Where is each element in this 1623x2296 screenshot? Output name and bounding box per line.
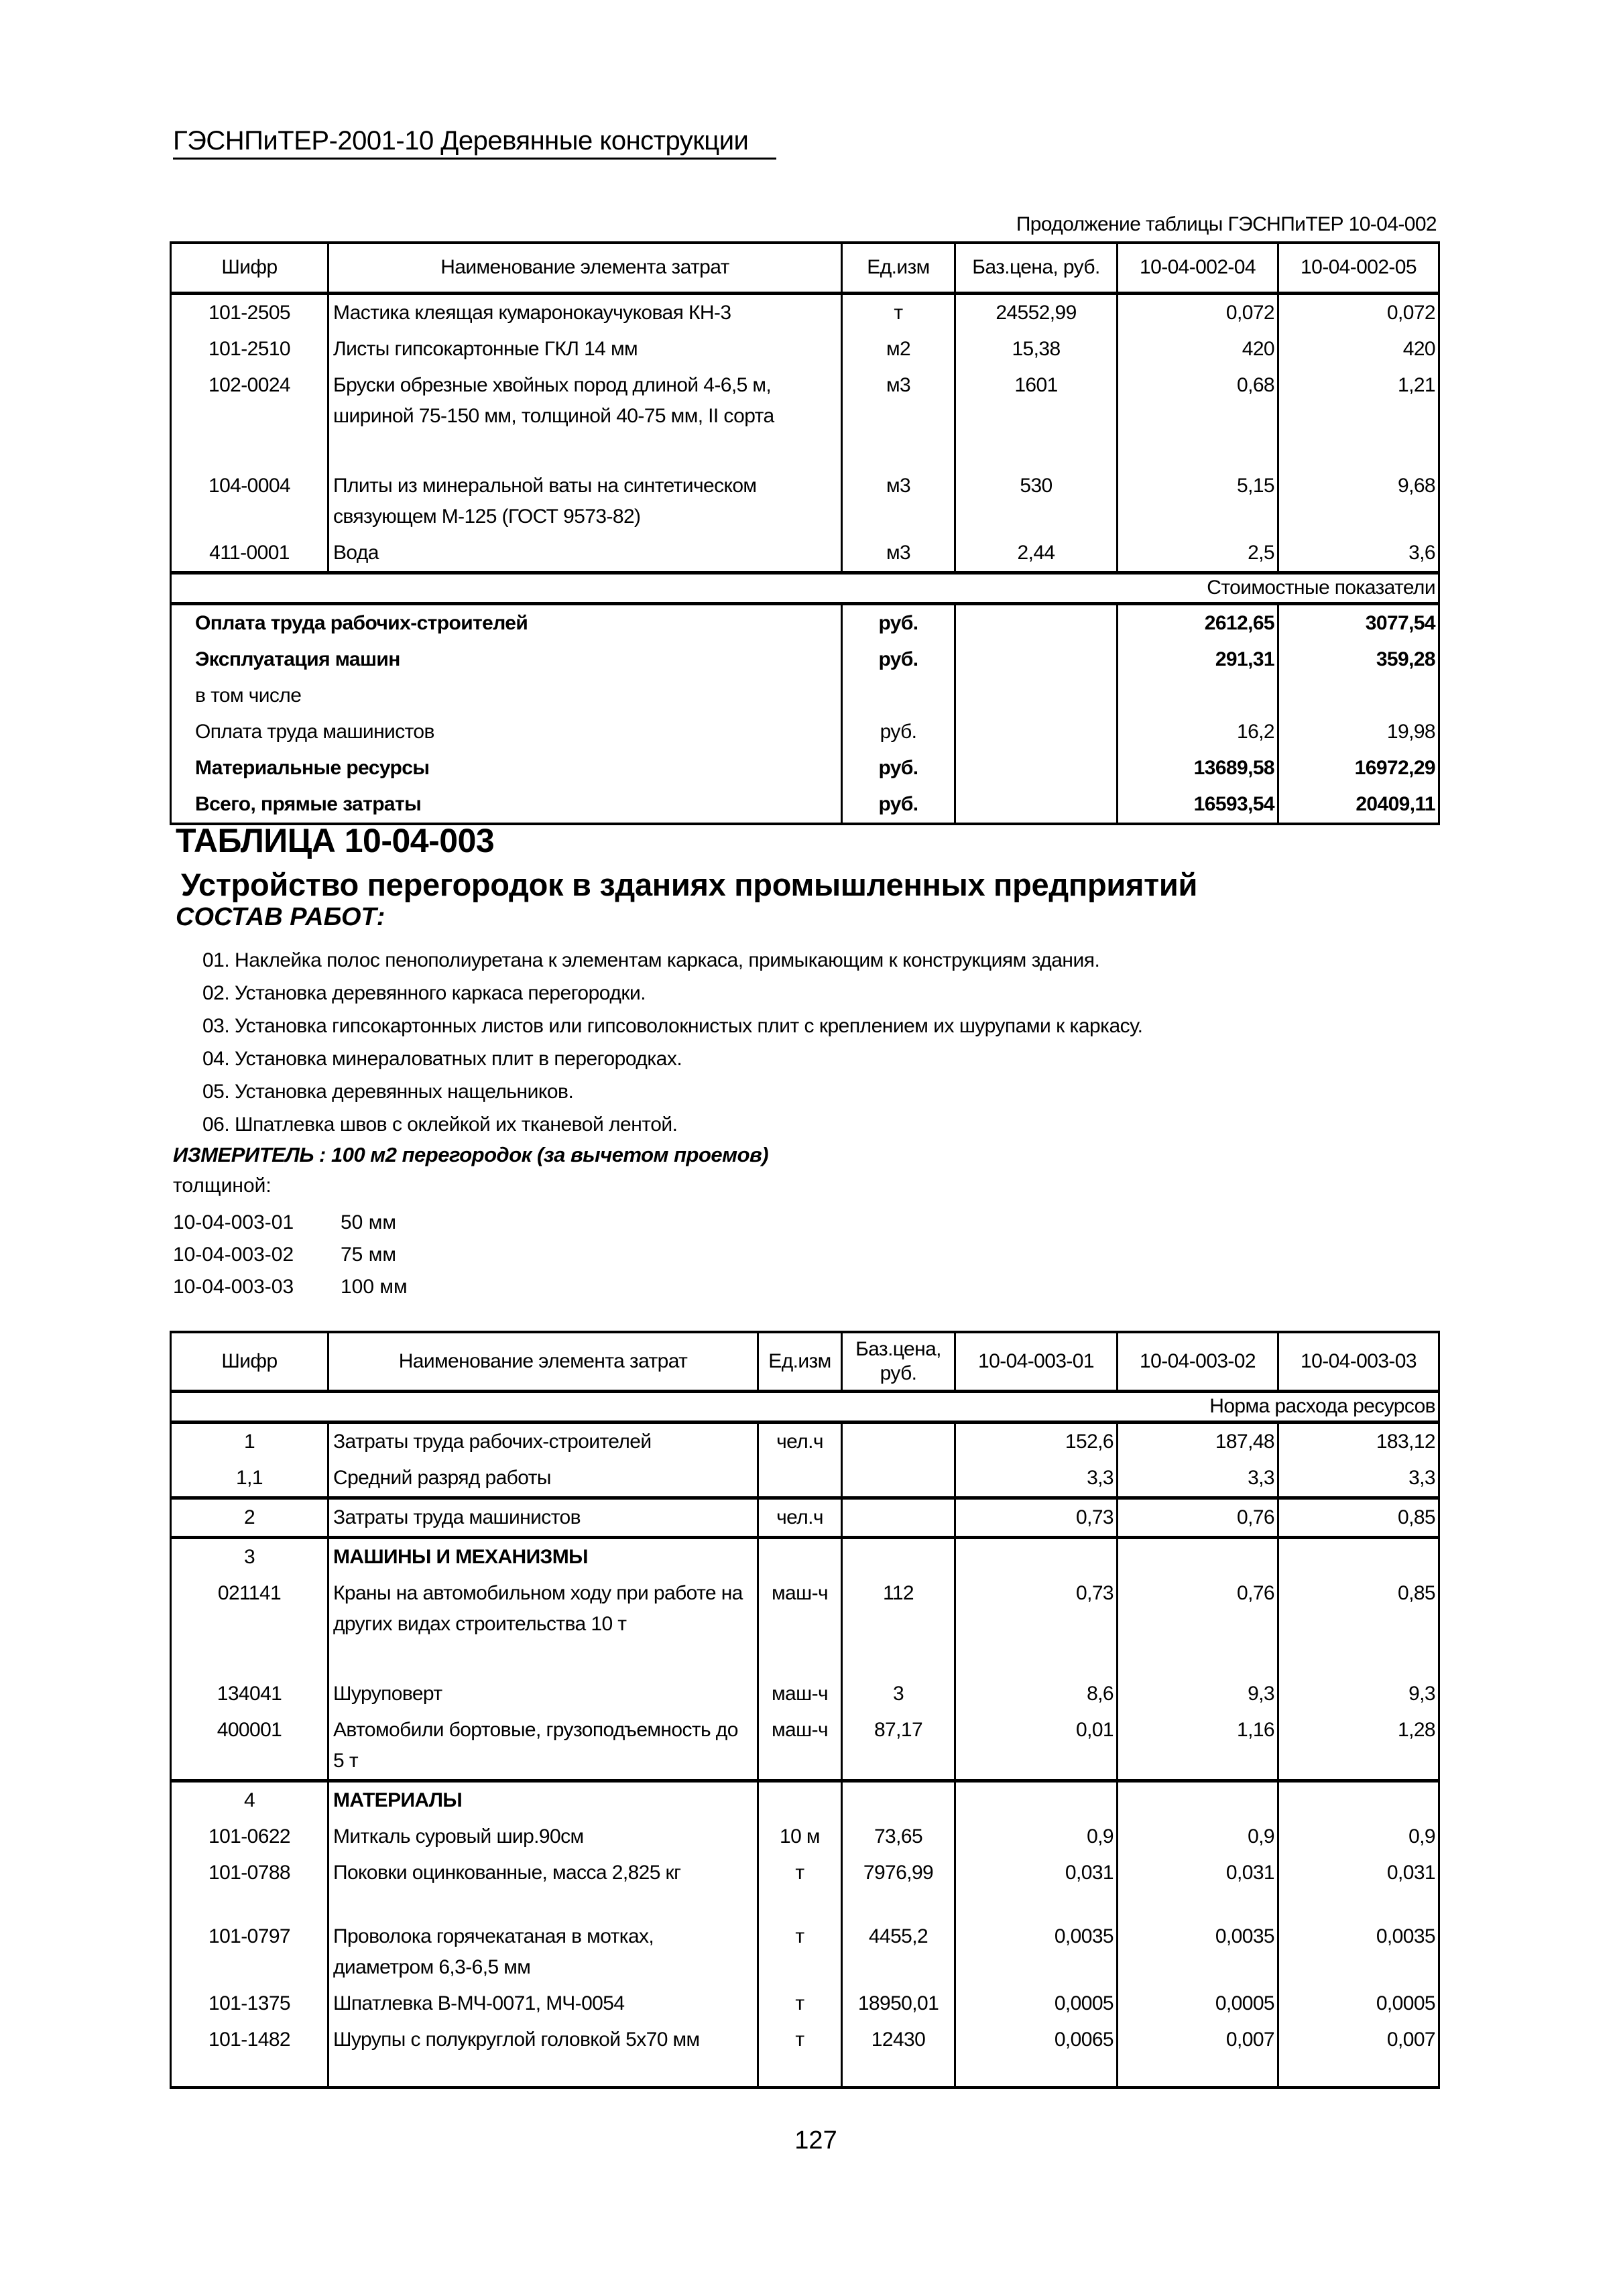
table-cell: 3,3 — [1118, 1460, 1278, 1498]
table-cell: 0,85 — [1278, 1575, 1439, 1676]
table-row — [171, 293, 1439, 331]
table-cell: Шуруповерт — [328, 1676, 758, 1712]
cost-value: 16593,54 — [1118, 786, 1278, 824]
table-cell: 1,1 — [171, 1460, 328, 1498]
cost-value — [1278, 678, 1439, 714]
variant-code: 10-04-003-01 — [173, 1211, 294, 1233]
table-cell: 87,17 — [842, 1712, 955, 1781]
table-cell: чел.ч — [758, 1498, 842, 1537]
table-cell: 3 — [842, 1676, 955, 1712]
table-cell: Средний разряд работы — [328, 1460, 758, 1498]
table-cell: 5,15 — [1118, 468, 1278, 535]
table-cell — [842, 1780, 955, 1819]
table-cell: 0,0005 — [955, 1986, 1118, 2022]
column-header: 10-04-003-01 — [955, 1332, 1118, 1391]
table-cell: 0,0005 — [1118, 1986, 1278, 2022]
cost-price — [955, 678, 1118, 714]
table-cell: 021141 — [171, 1575, 328, 1676]
table-cell: 8,6 — [955, 1676, 1118, 1712]
column-header: Баз.цена, руб. — [955, 243, 1118, 293]
column-header: 10-04-003-03 — [1278, 1332, 1439, 1391]
table-cell: МАШИНЫ И МЕХАНИЗМЫ — [328, 1537, 758, 1575]
table-header-row — [171, 243, 1439, 293]
column-header: 10-04-002-04 — [1118, 243, 1278, 293]
table-cell: Шурупы с полукруглой головкой 5х70 мм — [328, 2022, 758, 2088]
page-number: 127 — [794, 2126, 837, 2155]
table-cell: Бруски обрезные хвойных пород длиной 4-6,5 м, шириной 75-150 мм, толщиной 40-75 мм, II сорта — [328, 367, 842, 468]
table-cell: 420 — [1278, 331, 1439, 367]
table-cell: 12430 — [842, 2022, 955, 2088]
section-label: Норма расхода ресурсов — [171, 1391, 1439, 1422]
column-header: Наименование элемента затрат — [328, 243, 842, 293]
table-cell: 400001 — [171, 1712, 328, 1781]
cost-label: Всего, прямые затраты — [171, 786, 842, 824]
table-cell: Краны на автомобильном ходу при работе на других видах строительства 10 т — [328, 1575, 758, 1676]
table-cell: 0,9 — [1278, 1819, 1439, 1855]
table-cell: т — [758, 1986, 842, 2022]
table-cell — [1118, 1537, 1278, 1575]
cost-row — [171, 603, 1439, 642]
table-cell: 530 — [955, 468, 1118, 535]
table-cell: 152,6 — [955, 1422, 1118, 1460]
cost-value: 19,98 — [1278, 714, 1439, 750]
table-row — [171, 1855, 1439, 1919]
column-header: Шифр — [171, 1332, 328, 1391]
cost-price — [955, 642, 1118, 678]
work-item: 03. Установка гипсокартонных листов или гипсоволокнистых плит с креплением их шурупами к каркасу. — [202, 1015, 1143, 1037]
table-cell: 102-0024 — [171, 367, 328, 468]
table-cell — [955, 1537, 1118, 1575]
table-cell: 0,01 — [955, 1712, 1118, 1781]
table-cell: т — [842, 293, 955, 331]
cost-unit: руб. — [842, 642, 955, 678]
table-cell: 1601 — [955, 367, 1118, 468]
cost-unit: руб. — [842, 603, 955, 642]
table-cell: Затраты труда машинистов — [328, 1498, 758, 1537]
table-cell: 411-0001 — [171, 535, 328, 573]
table-cell: Проволока горячекатаная в мотках, диаметром 6,3-6,5 мм — [328, 1919, 758, 1986]
table-cell: 0,0035 — [955, 1919, 1118, 1986]
table-cell: 187,48 — [1118, 1422, 1278, 1460]
table-cell — [1278, 1537, 1439, 1575]
table-cell: 1,16 — [1118, 1712, 1278, 1781]
table-cell: 24552,99 — [955, 293, 1118, 331]
table-subtitle: Устройство перегородок в зданиях промышленных предприятий — [181, 867, 1198, 902]
table-cell: Миткаль суровый шир.90см — [328, 1819, 758, 1855]
column-header: Шифр — [171, 243, 328, 293]
table-row — [171, 331, 1439, 367]
cost-value: 16972,29 — [1278, 750, 1439, 786]
cost-value: 13689,58 — [1118, 750, 1278, 786]
cost-unit: руб. — [842, 714, 955, 750]
table-cell: 183,12 — [1278, 1422, 1439, 1460]
cost-price — [955, 786, 1118, 824]
measure-unit: ИЗМЕРИТЕЛЬ : 100 м2 перегородок (за вычетом проемов) — [173, 1143, 769, 1166]
work-composition-heading: СОСТАВ РАБОТ: — [176, 903, 385, 931]
table-cell: 1,28 — [1278, 1712, 1439, 1781]
table-cell: 0,031 — [1278, 1855, 1439, 1919]
table-cell: 101-0797 — [171, 1919, 328, 1986]
variant-thickness: 75 мм — [341, 1244, 396, 1266]
table-cell: 0,072 — [1278, 293, 1439, 331]
table-cell: Мастика клеящая кумаронокаучуковая КН-3 — [328, 293, 842, 331]
cost-label: в том числе — [171, 678, 842, 714]
section-row — [171, 572, 1439, 603]
table-row — [171, 1819, 1439, 1855]
cost-value: 291,31 — [1118, 642, 1278, 678]
table-continuation-note: Продолжение таблицы ГЭСНПиТЕР 10-04-002 — [1016, 213, 1437, 235]
table-cell: 73,65 — [842, 1819, 955, 1855]
table-cell: 0,0065 — [955, 2022, 1118, 2088]
table-row — [171, 1919, 1439, 1986]
table-cell: 1,21 — [1278, 367, 1439, 468]
table-cell: м3 — [842, 367, 955, 468]
table-cell: 9,3 — [1278, 1676, 1439, 1712]
table-cell: маш-ч — [758, 1712, 842, 1781]
work-item: 02. Установка деревянного каркаса перегородки. — [202, 982, 646, 1004]
table-cell: Поковки оцинкованные, масса 2,825 кг — [328, 1855, 758, 1919]
table-cell — [955, 1780, 1118, 1819]
table-cell: Затраты труда рабочих-строителей — [328, 1422, 758, 1460]
table-row — [171, 1712, 1439, 1781]
table-cell: 0,73 — [955, 1575, 1118, 1676]
table-cell: 0,0035 — [1118, 1919, 1278, 1986]
cost-unit: руб. — [842, 786, 955, 824]
table-cell: 0,9 — [1118, 1819, 1278, 1855]
table-cell: 0,0005 — [1278, 1986, 1439, 2022]
cost-label: Эксплуатация машин — [171, 642, 842, 678]
table-cell: чел.ч — [758, 1422, 842, 1460]
table-cell: 3,6 — [1278, 535, 1439, 573]
cost-price — [955, 603, 1118, 642]
table-cell: 0,9 — [955, 1819, 1118, 1855]
table-cell: 10 м — [758, 1819, 842, 1855]
table-cell: 0,68 — [1118, 367, 1278, 468]
table-row — [171, 1498, 1439, 1537]
table-cell: 3,3 — [955, 1460, 1118, 1498]
table-cell: 0,072 — [1118, 293, 1278, 331]
table-cell: 0,007 — [1118, 2022, 1278, 2088]
table-cell: 2,44 — [955, 535, 1118, 573]
work-item: 06. Шпатлевка швов с оклейкой их тканевой лентой. — [202, 1113, 678, 1136]
table-cell: 3,3 — [1278, 1460, 1439, 1498]
cost-row — [171, 642, 1439, 678]
table-cell: Плиты из минеральной ваты на синтетическом связующем М-125 (ГОСТ 9573-82) — [328, 468, 842, 535]
table-cell: Автомобили бортовые, грузоподъемность до 5 т — [328, 1712, 758, 1781]
table-cell: 1 — [171, 1422, 328, 1460]
table-cell — [1278, 1780, 1439, 1819]
table-cell: т — [758, 1855, 842, 1919]
thickness-label: толщиной: — [173, 1174, 272, 1197]
cost-value: 3077,54 — [1278, 603, 1439, 642]
table-row — [171, 535, 1439, 573]
table-cell: 4455,2 — [842, 1919, 955, 1986]
section-row — [171, 1391, 1439, 1422]
cost-unit — [842, 678, 955, 714]
variant-code: 10-04-003-02 — [173, 1244, 294, 1266]
table-cell: 101-0788 — [171, 1855, 328, 1919]
table-cell — [758, 1780, 842, 1819]
cost-value: 20409,11 — [1278, 786, 1439, 824]
variant-list — [173, 1207, 408, 1303]
variant-thickness: 50 мм — [341, 1211, 396, 1233]
table-header-row — [171, 1332, 1439, 1391]
table-cell: 0,007 — [1278, 2022, 1439, 2088]
cost-label: Материальные ресурсы — [171, 750, 842, 786]
table-row — [171, 468, 1439, 535]
table-cell: 15,38 — [955, 331, 1118, 367]
table-cell — [842, 1537, 955, 1575]
column-header: 10-04-002-05 — [1278, 243, 1439, 293]
table-cell: т — [758, 1919, 842, 1986]
table-cell: 4 — [171, 1780, 328, 1819]
table-cell: 9,3 — [1118, 1676, 1278, 1712]
cost-label: Оплата труда рабочих-строителей — [171, 603, 842, 642]
table-cell: 7976,99 — [842, 1855, 955, 1919]
table-cell: Вода — [328, 535, 842, 573]
column-header: Наименование элемента затрат — [328, 1332, 758, 1391]
table-cell: маш-ч — [758, 1575, 842, 1676]
variant-code: 10-04-003-03 — [173, 1276, 294, 1298]
table-cell: 0,0035 — [1278, 1919, 1439, 1986]
cost-value — [1118, 678, 1278, 714]
variant-thickness: 100 мм — [341, 1276, 408, 1298]
table-row — [171, 1986, 1439, 2022]
work-item: 01. Наклейка полос пенополиуретана к элементам каркаса, примыкающим к конструкциям здания. — [202, 949, 1100, 971]
table-cell: 0,031 — [1118, 1855, 1278, 1919]
variant-item — [173, 1239, 408, 1271]
table-cell: 18950,01 — [842, 1986, 955, 2022]
cost-unit: руб. — [842, 750, 955, 786]
table-cell: 112 — [842, 1575, 955, 1676]
resource-table-10-04-003 — [170, 1331, 1440, 2089]
table-cell: м3 — [842, 535, 955, 573]
running-header: ГЭСНПиТЕР-2001-10 Деревянные конструкции — [173, 126, 776, 160]
table-cell: 101-2510 — [171, 331, 328, 367]
table-cell: Шпатлевка В-МЧ-0071, МЧ-0054 — [328, 1986, 758, 2022]
table-row — [171, 1537, 1439, 1575]
cost-row — [171, 750, 1439, 786]
table-row — [171, 1575, 1439, 1676]
cost-row — [171, 714, 1439, 750]
cost-value: 359,28 — [1278, 642, 1439, 678]
cost-price — [955, 714, 1118, 750]
table-row — [171, 1422, 1439, 1460]
work-item: 05. Установка деревянных нащельников. — [202, 1081, 574, 1103]
column-header: Баз.цена, руб. — [842, 1332, 955, 1391]
table-cell: м3 — [842, 468, 955, 535]
table-cell: 0,76 — [1118, 1575, 1278, 1676]
table-cell: 101-1482 — [171, 2022, 328, 2088]
table-cell — [842, 1422, 955, 1460]
cost-label: Оплата труда машинистов — [171, 714, 842, 750]
work-item: 04. Установка минераловатных плит в перегородках. — [202, 1048, 682, 1070]
table-cell: Листы гипсокартонные ГКЛ 14 мм — [328, 331, 842, 367]
table-cell: 104-0004 — [171, 468, 328, 535]
table-cell — [842, 1498, 955, 1537]
table-cell: МАТЕРИАЛЫ — [328, 1780, 758, 1819]
table-cell — [842, 1460, 955, 1498]
column-header: Ед.изм — [758, 1332, 842, 1391]
table-row — [171, 1676, 1439, 1712]
table-cell: 101-0622 — [171, 1819, 328, 1855]
table-cell: 9,68 — [1278, 468, 1439, 535]
table-cell: 420 — [1118, 331, 1278, 367]
table-cell: 0,031 — [955, 1855, 1118, 1919]
cost-row — [171, 678, 1439, 714]
table-cell — [1118, 1780, 1278, 1819]
table-cell: 3 — [171, 1537, 328, 1575]
cost-value: 2612,65 — [1118, 603, 1278, 642]
variant-item — [173, 1207, 408, 1239]
table-cell: 0,85 — [1278, 1498, 1439, 1537]
column-header: 10-04-003-02 — [1118, 1332, 1278, 1391]
table-row — [171, 2022, 1439, 2088]
work-list — [202, 944, 1143, 1141]
table-cell — [758, 1460, 842, 1498]
variant-item — [173, 1271, 408, 1303]
column-header: Ед.изм — [842, 243, 955, 293]
table-cell: м2 — [842, 331, 955, 367]
cost-price — [955, 750, 1118, 786]
table-row — [171, 1460, 1439, 1498]
table-cell: маш-ч — [758, 1676, 842, 1712]
cost-row — [171, 786, 1439, 824]
table-cell: 101-2505 — [171, 293, 328, 331]
table-cell: 0,73 — [955, 1498, 1118, 1537]
table-row — [171, 1780, 1439, 1819]
table-cell: 101-1375 — [171, 1986, 328, 2022]
table-cell: 134041 — [171, 1676, 328, 1712]
table-cell: 0,76 — [1118, 1498, 1278, 1537]
table-row — [171, 367, 1439, 468]
resource-table-10-04-002 — [170, 241, 1440, 825]
table-cell: т — [758, 2022, 842, 2088]
table-title: ТАБЛИЦА 10-04-003 — [176, 822, 495, 859]
section-label: Стоимостные показатели — [171, 572, 1439, 603]
table-cell — [758, 1537, 842, 1575]
table-cell: 2 — [171, 1498, 328, 1537]
cost-value: 16,2 — [1118, 714, 1278, 750]
table-cell: 2,5 — [1118, 535, 1278, 573]
